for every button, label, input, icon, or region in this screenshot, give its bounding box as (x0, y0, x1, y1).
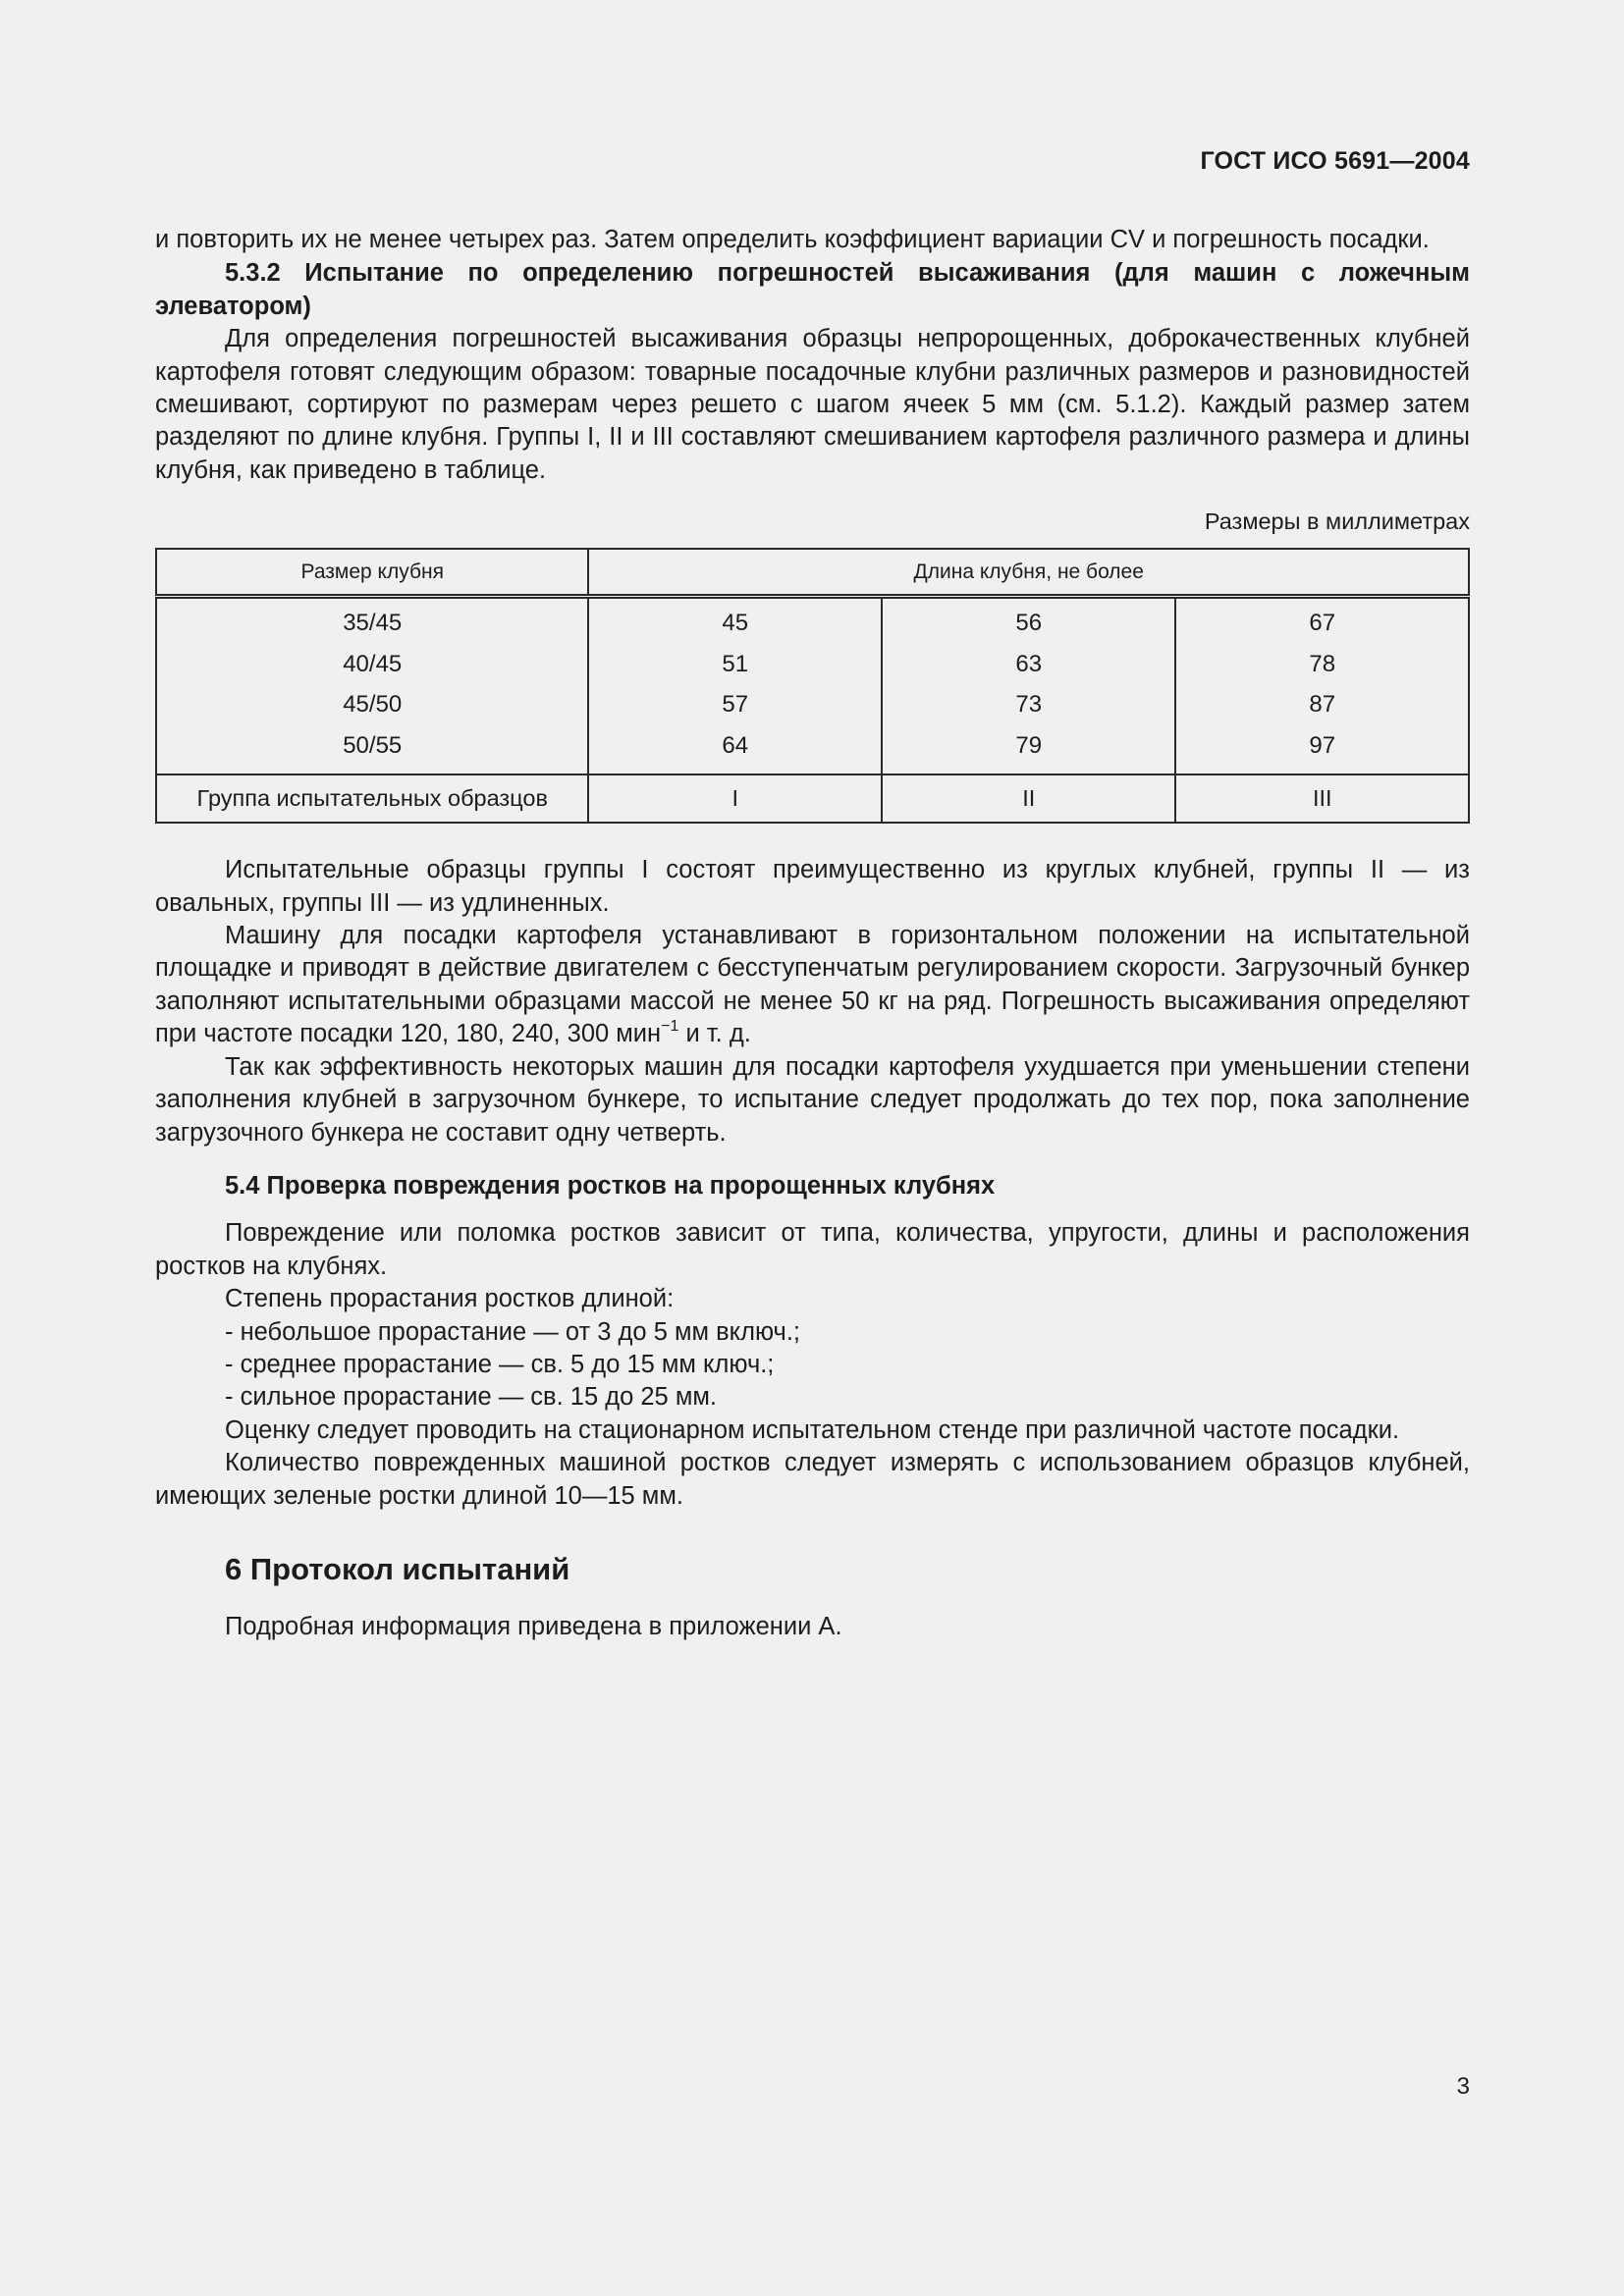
table-cell: 97 (1175, 725, 1469, 775)
paragraph-hopper-fill: Так как эффективность некоторых машин для посадки картофеля ухудшается при уменьшении степени заполнения клубней в загрузочном бункере, то испытание следует продолжать до тех пор, пока заполнение загрузочного бункера не составит одну четверть. (155, 1052, 1470, 1147)
subsection-heading-5-4: 5.4 Проверка повреждения ростков на пророщенных клубнях (225, 1171, 996, 1200)
paragraph-continuation: и повторить их не менее четырех раз. Затем определить коэффициент вариации CV и погрешность посадки. (155, 226, 1430, 253)
table-units-note: Размеры в миллиметрах (1204, 508, 1470, 535)
table-row (156, 684, 1469, 725)
table-cell: 45/50 (156, 684, 588, 725)
table-cell: 64 (588, 725, 882, 775)
paragraph-sample-preparation: Для определения погрешностей высаживания образцы непророщенных, доброкачественных клубней картофеля готовят следующим образом: товарные посадочные клубни различных размеров и разновидностей смешивают, сортируют по размерам через решето с шагом ячеек 5 мм (см. 5.1.2). Каждый размер затем разделяют по длине клубня. Группы I, II и III составляют смешиванием картофеля различного размера и длины клубня, как приведено в таблице. (155, 325, 1470, 484)
table-footer-group: II (882, 774, 1175, 823)
paragraph-sprout-degree: Степень прорастания ростков длиной: (225, 1285, 675, 1313)
page-number: 3 (1456, 2073, 1470, 2100)
paragraph-machine-setup-tail: и т. д. (678, 1020, 751, 1048)
document-header-id: ГОСТ ИСО 5691—2004 (1200, 147, 1470, 175)
table-header-size: Размер клубня (156, 549, 588, 597)
paragraph-sprout-damage: Повреждение или поломка ростков зависит от типа, количества, упругости, длины и расположения ростков на клубнях. (155, 1219, 1470, 1280)
paragraph-sample-groups: Испытательные образцы группы I состоят преимущественно из круглых клубней, группы II — из овальных, группы III — из удлиненных. (155, 856, 1470, 917)
table-row (156, 644, 1469, 685)
table-footer-group: I (588, 774, 882, 823)
subsection-heading-5-3-2: 5.3.2 Испытание по определению погрешностей высаживания (для машин с ложечным элеватором) (155, 259, 1470, 320)
paragraph-annex-reference: Подробная информация приведена в приложении А. (225, 1612, 842, 1640)
page-content (155, 0, 1470, 1643)
paragraph-machine-setup-text: Машину для посадки картофеля устанавливают в горизонтальном положении на испытательной площадке и приводят в действие двигателем с бесступенчатым регулированием скорости. Загрузочный бункер заполняют испытательными образцами массой не менее 50 кг на ряд. Погрешность высаживания определяют при частоте посадки 120, 180, 240, 300 мин (155, 922, 1470, 1048)
table-cell: 57 (588, 684, 882, 725)
table-header-length: Длина клубня, не более (588, 549, 1469, 597)
table-header-row (156, 549, 1469, 597)
table-cell: 78 (1175, 644, 1469, 685)
superscript-minus-one: −1 (661, 1017, 679, 1035)
table-footer-row (156, 774, 1469, 823)
table-footer-label: Группа испытательных образцов (156, 774, 588, 823)
table-footer-group: III (1175, 774, 1469, 823)
table-row (156, 597, 1469, 644)
table-cell: 40/45 (156, 644, 588, 685)
table-cell: 67 (1175, 597, 1469, 644)
table-cell: 79 (882, 725, 1175, 775)
table-row (156, 725, 1469, 775)
paragraph-damaged-sprouts: Количество поврежденных машиной ростков следует измерять с использованием образцов клубней, имеющих зеленые ростки длиной 10—15 мм. (155, 1449, 1470, 1510)
paragraph-machine-setup (155, 920, 1470, 1051)
table-cell: 87 (1175, 684, 1469, 725)
list-item: - сильное прорастание — св. 15 до 25 мм. (225, 1383, 717, 1412)
table-cell: 63 (882, 644, 1175, 685)
table-cell: 73 (882, 684, 1175, 725)
table-cell: 35/45 (156, 597, 588, 644)
table-cell: 50/55 (156, 725, 588, 775)
tuber-size-table (155, 548, 1470, 824)
paragraph-evaluation: Оценку следует проводить на стационарном испытательном стенде при различной частоте посадки. (225, 1415, 1400, 1444)
section-heading-6: 6 Протокол испытаний (225, 1551, 570, 1586)
table-cell: 56 (882, 597, 1175, 644)
table-cell: 51 (588, 644, 882, 685)
table-cell: 45 (588, 597, 882, 644)
list-item: - среднее прорастание — св. 5 до 15 мм ключ.; (225, 1350, 775, 1378)
list-item: - небольшое прорастание — от 3 до 5 мм включ.; (225, 1317, 800, 1346)
